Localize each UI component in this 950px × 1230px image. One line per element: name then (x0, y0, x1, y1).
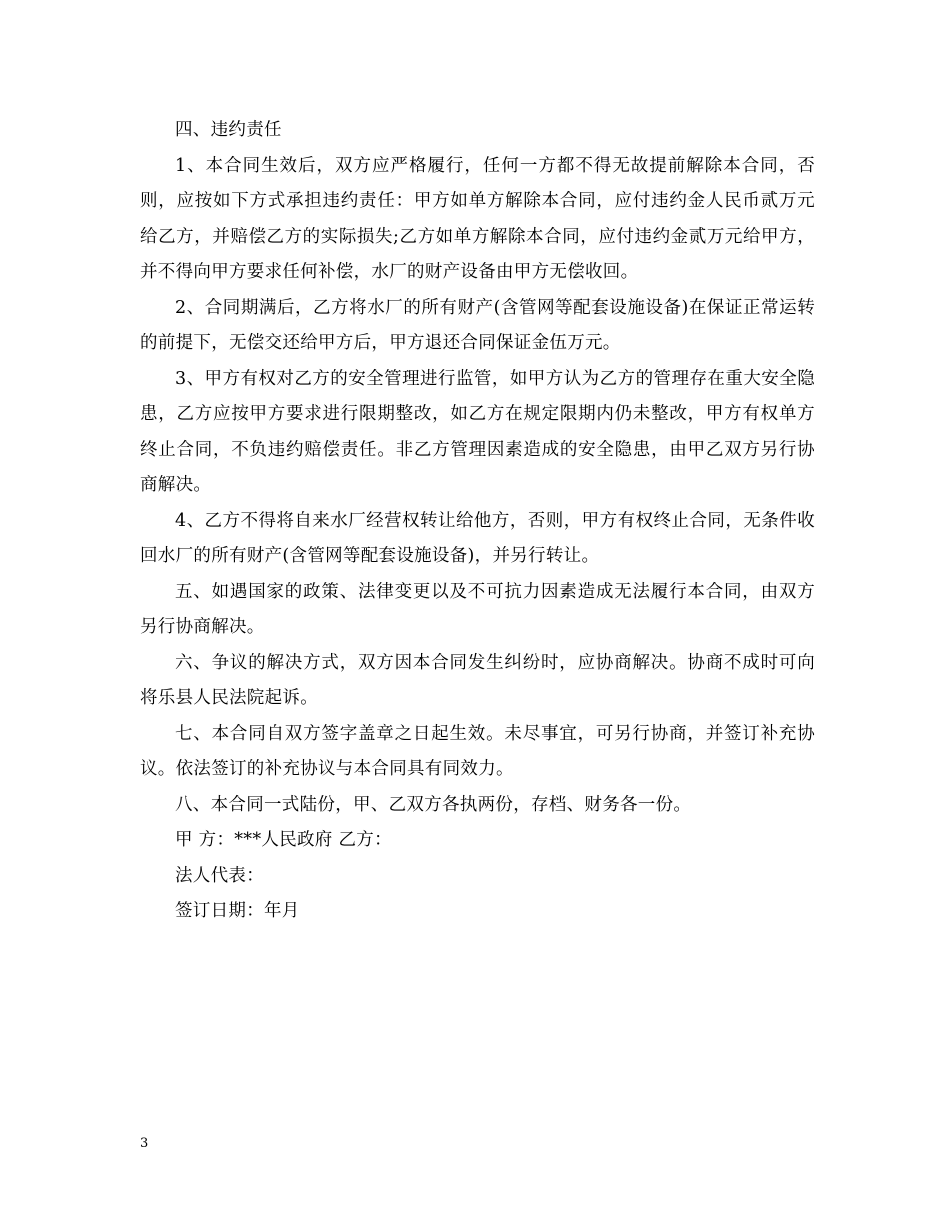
page-number: 3 (140, 1136, 149, 1151)
section-8-paragraph: 八、本合同一式陆份，甲、乙双方各执两份，存档、财务各一份。 (175, 794, 692, 815)
clause-1-paragraph: 1、本合同生效后，双方应严格履行，任何一方都不得无故提前解除本合同，否则，应按如下方式承担违约责任：甲方如单方解除本合同，应付违约金人民币贰万元给乙方，并赔偿乙方的实际损失;乙方如单方解除本合同，应付违约金贰万元给甲方，并不得向甲方要求任何补偿，水厂的财产设备由甲方无偿收回。 (140, 155, 815, 282)
section-heading-breach-liability: 四、违约责任 (175, 120, 282, 140)
clause-3-paragraph: 3、甲方有权对乙方的安全管理进行监管，如甲方认为乙方的管理存在重大安全隐患，乙方应按甲方要求进行限期整改，如乙方在规定限期内仍未整改，甲方有权单方终止合同，不负违约赔偿责任。非乙方管理因素造成的安全隐患，由甲乙双方另行协商解决。 (140, 368, 815, 495)
clause-2-paragraph: 2、合同期满后，乙方将水厂的所有财产(含管网等配套设施设备)在保证正常运转的前提下，无偿交还给甲方后，甲方退还合同保证金伍万元。 (140, 297, 815, 353)
section-6-paragraph: 六、争议的解决方式，双方因本合同发生纠纷时，应协商解决。协商不成时可向将乐县人民法院起诉。 (140, 652, 815, 708)
clause-4-paragraph: 4、乙方不得将自来水厂经营权转让给他方，否则，甲方有权终止合同，无条件收回水厂的所有财产(含管网等配套设施设备)，并另行转让。 (140, 510, 815, 566)
document-body (140, 113, 815, 930)
section-5-paragraph: 五、如遇国家的政策、法律变更以及不可抗力因素造成无法履行本合同，由双方另行协商解决。 (140, 581, 815, 637)
signing-date-line: 签订日期：年月 (175, 901, 300, 921)
party-signature-line: 甲 方：***人民政府 乙方： (175, 830, 392, 850)
section-7-paragraph: 七、本合同自双方签字盖章之日起生效。未尽事宜，可另行协商，并签订补充协议。依法签订的补充协议与本合同具有同效力。 (140, 723, 815, 779)
legal-representative-line: 法人代表： (175, 865, 264, 886)
